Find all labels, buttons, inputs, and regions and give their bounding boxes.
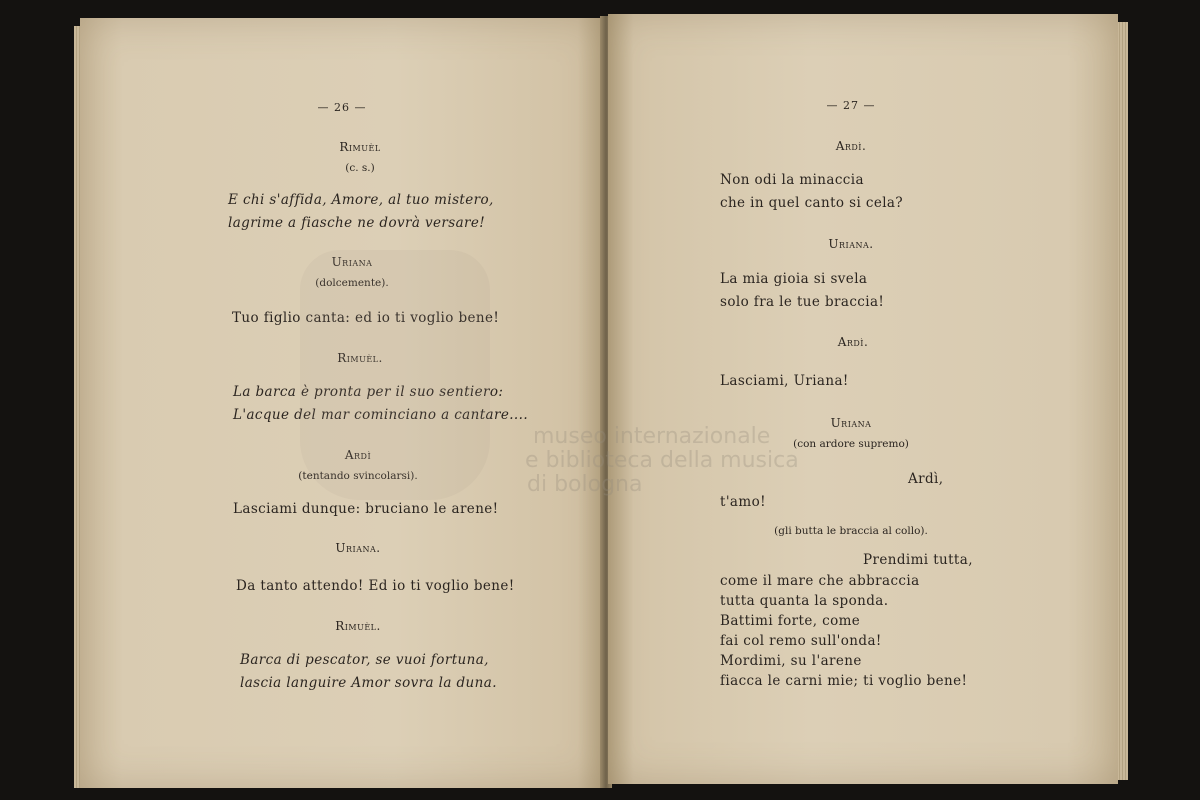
- verse-line: che in quel canto si cela?: [720, 195, 904, 211]
- stage-direction: (dolcemente).: [315, 277, 389, 289]
- page-number: — 26 —: [317, 101, 367, 114]
- verse-line: Lasciami, Uriana!: [720, 373, 849, 389]
- verse-line: E chi s'affida, Amore, al tuo mistero,: [228, 192, 494, 208]
- verse-line: Ardì,: [908, 471, 944, 487]
- speaker-name: Uriana: [331, 255, 373, 269]
- speaker-name: Rimuèl: [339, 140, 381, 154]
- verse-line: Mordimi, su l'arene: [720, 653, 862, 669]
- verse-line: Battimi forte, come: [720, 613, 861, 629]
- watermark-line: museo internazionale: [533, 424, 771, 449]
- verse-line: fai col remo sull'onda!: [720, 633, 882, 649]
- verse-line: lagrime a fiasche ne dovrà versare!: [228, 215, 486, 231]
- verse-line: Barca di pescator, se vuoi fortuna,: [240, 652, 489, 668]
- verse-line: Tuo figlio canta: ed io ti voglio bene!: [232, 310, 500, 326]
- verse-line: La mia gioia si svela: [720, 271, 868, 287]
- speaker-name: Ardì.: [837, 335, 869, 349]
- speaker-name: Ardì.: [835, 139, 867, 153]
- speaker-name: Uriana.: [828, 237, 874, 251]
- speaker-name: Uriana: [830, 416, 872, 430]
- stage-direction: (c. s.): [345, 162, 375, 174]
- right-page: [608, 14, 1118, 784]
- verse-line: solo fra le tue braccia!: [720, 294, 885, 310]
- verse-line: Lasciami dunque: bruciano le arene!: [233, 501, 499, 517]
- open-book: [74, 12, 1128, 788]
- stage-direction: (gli butta le braccia al collo).: [774, 525, 928, 537]
- verse-line: t'amo!: [720, 494, 766, 510]
- verse-line: L'acque del mar cominciano a cantare....: [233, 407, 529, 423]
- verse-line: lascia languire Amor sovra la duna.: [240, 675, 497, 691]
- verse-line: Da tanto attendo! Ed io ti voglio bene!: [236, 578, 515, 594]
- speaker-name: Uriana.: [335, 541, 381, 555]
- speaker-name: Ardì: [344, 448, 372, 462]
- verse-line: Non odi la minaccia: [720, 172, 864, 188]
- verse-line: La barca è pronta per il suo sentiero:: [233, 384, 504, 400]
- stage-direction: (con ardore supremo): [793, 438, 909, 450]
- page-number: — 27 —: [826, 99, 876, 112]
- stage-direction: (tentando svincolarsi).: [298, 470, 418, 482]
- speaker-name: Rimuèl.: [335, 619, 381, 633]
- left-page: [80, 18, 604, 788]
- watermark-line: di bologna: [527, 472, 643, 497]
- verse-line: Prendimi tutta,: [863, 552, 973, 568]
- verse-line: come il mare che abbraccia: [720, 573, 920, 589]
- verse-line: fiacca le carni mie; ti voglio bene!: [720, 673, 968, 689]
- verse-line: tutta quanta la sponda.: [720, 593, 889, 609]
- watermark-line: e biblioteca della musica: [525, 448, 799, 473]
- speaker-name: Rimuèl.: [337, 351, 383, 365]
